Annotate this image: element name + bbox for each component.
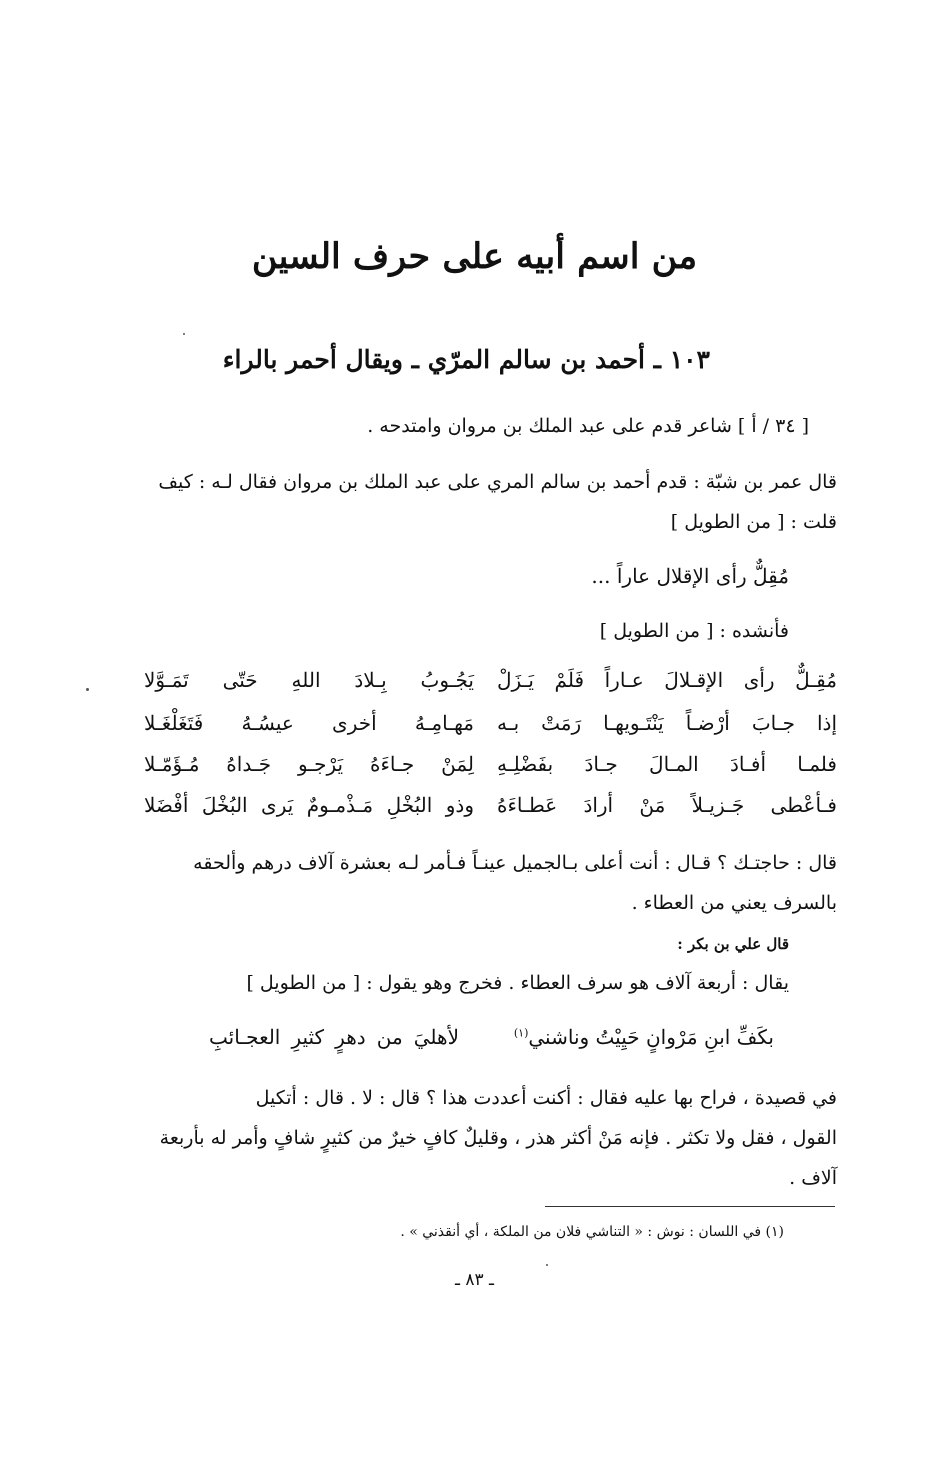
verse2-second-half: لأهليَ من دهرٍ كثيرِ العجـائبِ: [209, 1025, 459, 1049]
poem-line-4-first-half: فـأعْطى جَـزيـلاً مَنْ أرادَ عَطـاءَهُ: [497, 793, 837, 817]
footnote-divider: [545, 1206, 835, 1207]
poem-line-1-second-half: يَجُـوبُ بِـلادَ اللهِ حَتّى تَمَـوَّلا: [144, 668, 474, 692]
verse2-first-half: [514, 1025, 774, 1049]
page-number: ـ ٨٣ ـ: [454, 1270, 495, 1290]
quoted-hemistich: مُقِلٌّ رأى الإقلال عاراً ...: [591, 564, 789, 588]
attribution: قال علي بن بكر :: [677, 935, 789, 953]
footnote: (١) في اللسان : نوش : « التناشي فلان من الملكة ، أي أنقذني » .: [400, 1224, 784, 1240]
closing-paragraph: [137, 1078, 837, 1198]
closing-line-1: في قصيدة ، فراح بها عليه فقال : أكنت أعددت هذا ؟ قال : لا . قال : أتكيل: [255, 1087, 837, 1109]
poem-line-2-first-half: إذا جـابَ أرْضـاً يَنْتَـويهـا رَمَتْ بـه: [497, 711, 837, 735]
chapter-title: من اسم أبيه على حرف السين: [251, 236, 698, 277]
poem-line-3-second-half: لِمَنْ جـاءَهُ يَرْجـو جَـداهُ مُـؤَمّـلا: [144, 752, 474, 776]
speck-mark: [86, 688, 89, 691]
narration-paragraph: [137, 462, 837, 542]
narration-line-1: قال عمر بن شبّة : قدم أحمد بن سالم المري على عبد الملك بن مروان فقال لـه : كيف: [158, 471, 837, 493]
speck-mark: [183, 333, 185, 335]
closing-line-2: القول ، فقل ولا تكثر . فإنه مَنْ أكثر هذر ، وقليلٌ كافٍ خيرٌ من كثيرٍ شافٍ وأمر له بأربعة: [159, 1127, 837, 1149]
poem-line-1-first-half: مُقِـلٌّ رأى الإقـلالَ عـاراً فَلَمْ يَـزَلْ: [497, 668, 837, 692]
poem-line-3-first-half: فلمـا أفـادَ المـالَ جـادَ بفَضْلِـهِ: [497, 752, 837, 776]
verse2-first-half-text: بكَفِّ ابنِ مَرْوانٍ حَيِيْتُ وناشني: [528, 1025, 774, 1049]
response-paragraph: [137, 843, 837, 923]
response-line-2: بالسرف يعني من العطاء .: [631, 892, 837, 914]
intro-line: [ ٣٤ / أ ] شاعر قدم على عبد الملك بن مروان وامتدحه .: [367, 415, 809, 437]
poem-line-2-second-half: مَهـامِـهُ أخرى عيسُـهُ فَتَغَلْغَـلا: [144, 711, 474, 735]
narration-line-2: قلت : [ من الطويل ]: [670, 511, 837, 533]
closing-line-3: آلاف .: [789, 1167, 837, 1189]
response-line-1: قال : حاجتـك ؟ قـال : أنت أعلى بـالجميل عينـاً فـأمر لـه بعشرة آلاف درهم وألحقه: [193, 852, 837, 874]
entry-title: ١٠٣ ـ أحمد بن سالم المرّي ـ ويقال أحمر بالراء: [222, 345, 710, 374]
poem-line-4-second-half: وذو البُخْلِ مَـذْمـومٌ يَرى البُخْلَ أفْضَلا: [144, 793, 474, 817]
recited-label: فأنشده : [ من الطويل ]: [599, 620, 789, 642]
speck-mark: [546, 1264, 548, 1266]
footnote-marker: (١): [513, 1026, 529, 1040]
saying-line: يقال : أربعة آلاف هو سرف العطاء . فخرج وهو يقول : [ من الطويل ]: [246, 972, 789, 994]
